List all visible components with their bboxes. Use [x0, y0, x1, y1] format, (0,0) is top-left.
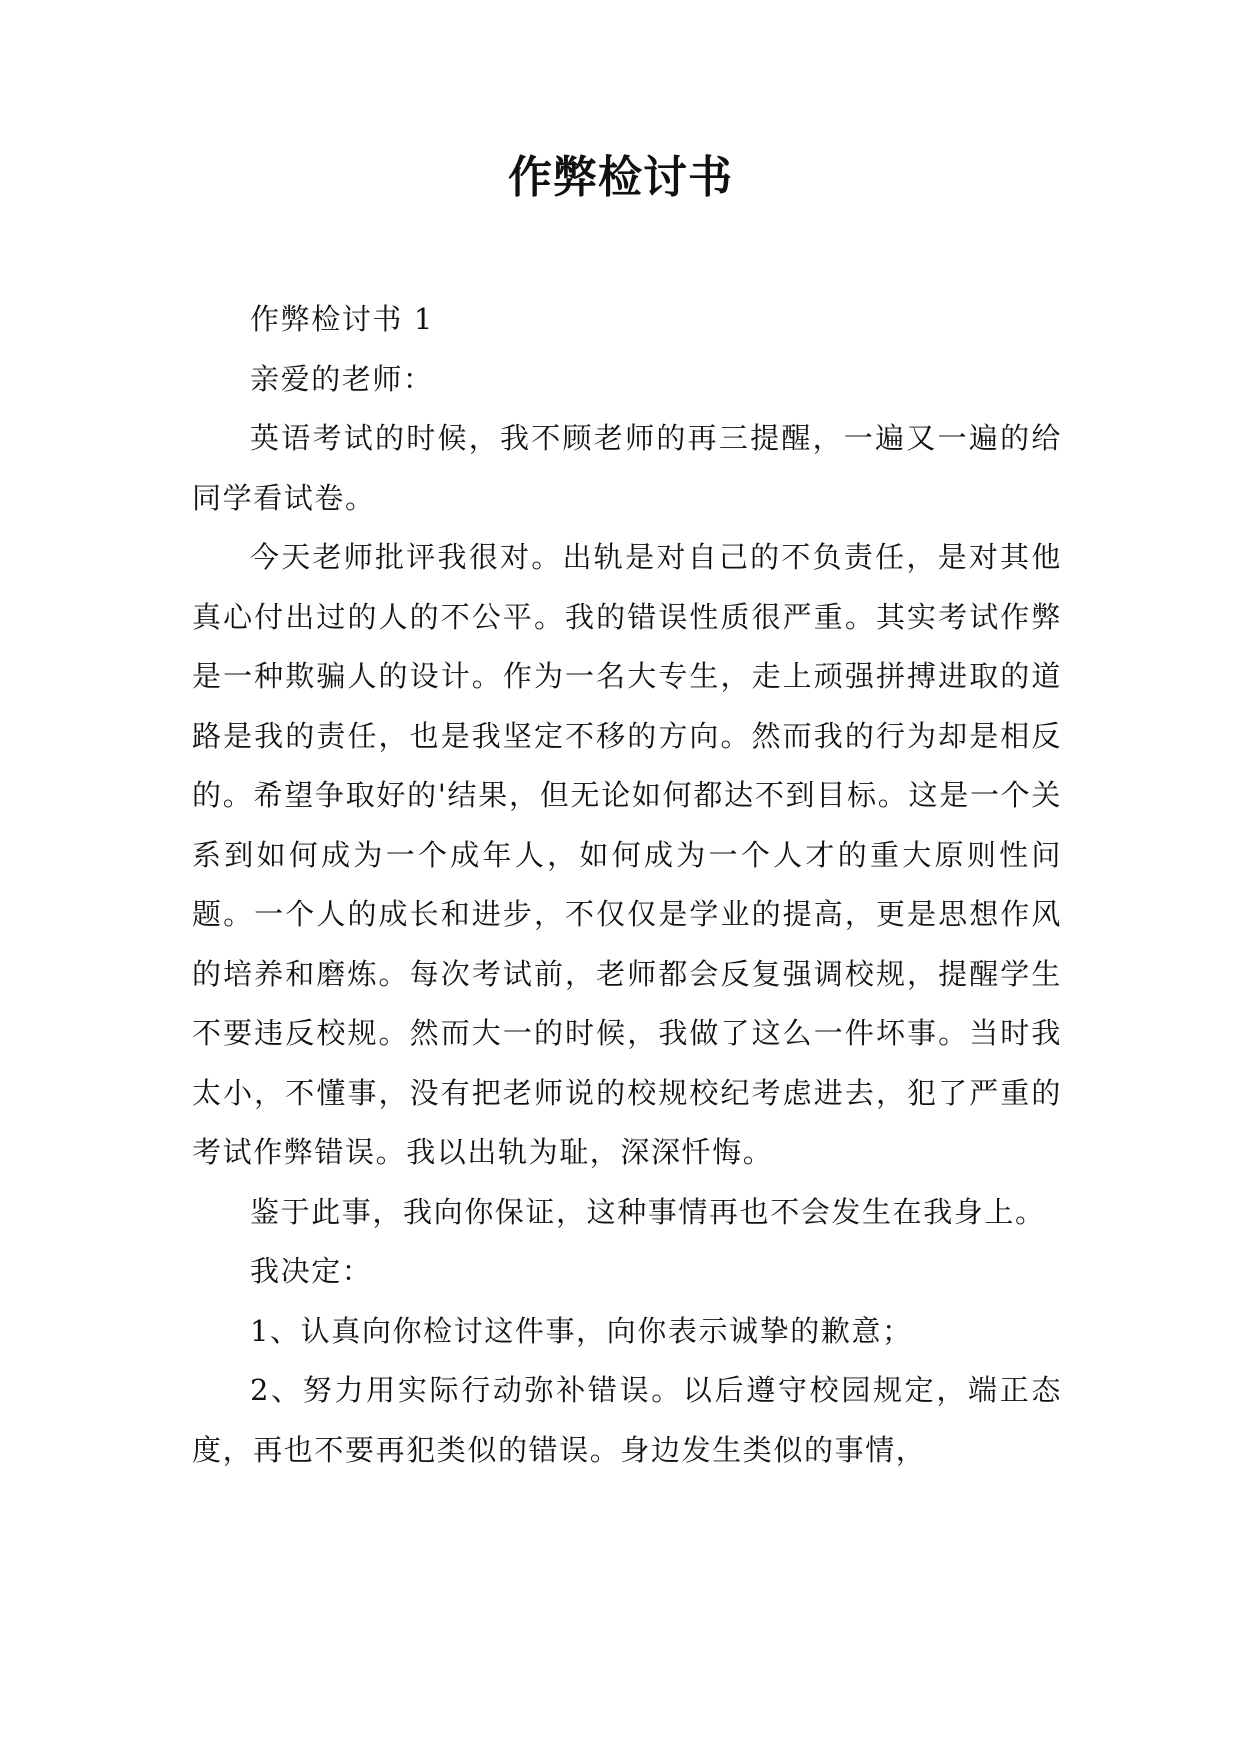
- list-item: 2、努力用实际行动弥补错误。以后遵守校园规定，端正态度，再也不要再犯类似的错误。身边发生类似的事情，: [192, 1373, 1062, 1467]
- paragraph: 今天老师批评我很对。出轨是对自己的不负责任，是对其他真心付出过的人的不公平。我的错误性质很严重。其实考试作弊是一种欺骗人的设计。作为一名大专生，走上顽强拼搏进取的道路是我的责任，也是我坚定不移的方向。然而我的行为却是相反的。希望争取好的'结果，但无论如何都达不到目标。这是一个关系到如何成为一个成年人，如何成为一个人才的重大原则性问题。一个人的成长和进步，不仅仅是学业的提高，更是思想作风的培养和磨炼。每次考试前，老师都会反复强调校规，提醒学生不要违反校规。然而大一的时候，我做了这么一件坏事。当时我太小，不懂事，没有把老师说的校规校纪考虑进去，犯了严重的考试作弊错误。我以出轨为耻，深深忏悔。: [192, 540, 1062, 1169]
- document-body: [192, 290, 1062, 1480]
- paragraph: 鉴于此事，我向你保证，这种事情再也不会发生在我身上。: [250, 1194, 1046, 1229]
- paragraph: 我决定：: [250, 1254, 373, 1288]
- list-item: 1、认真向你检讨这件事，向你表示诚挚的歉意；: [250, 1313, 913, 1348]
- salutation: 亲爱的老师：: [250, 361, 434, 396]
- document-title: 作弊检讨书: [508, 152, 733, 203]
- paragraph: 英语考试的时候，我不顾老师的再三提醒，一遍又一遍的给同学看试卷。: [192, 421, 1062, 515]
- section-heading: 作弊检讨书 1: [250, 302, 434, 336]
